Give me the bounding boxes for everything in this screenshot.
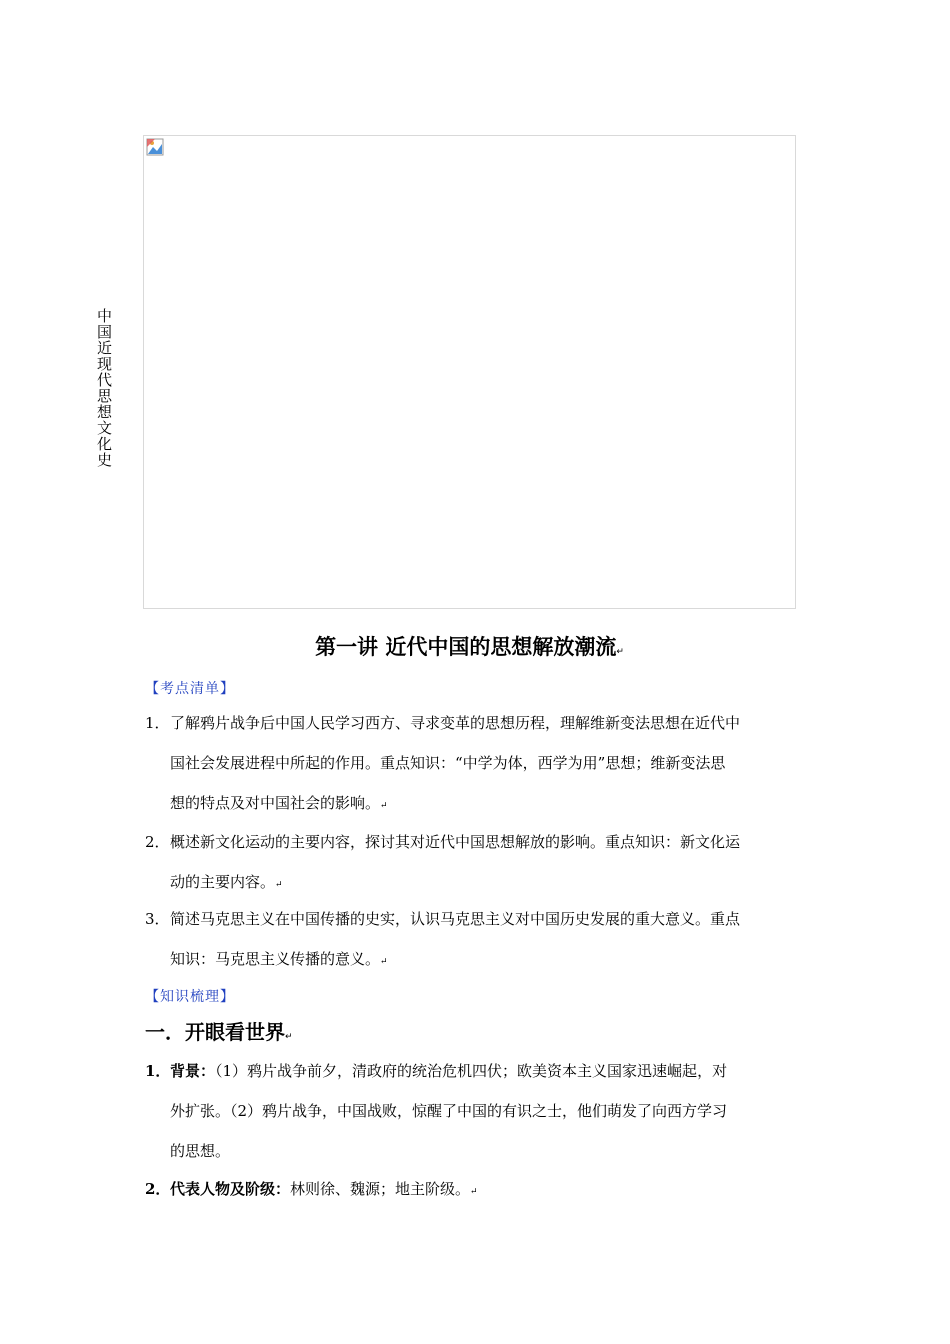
list-item: 2．概述新文化运动的主要内容，探讨其对近代中国思想解放的影响。重点知识：新文化运 动的主要内容。↵ (145, 833, 741, 891)
section-label-kaodian: 【考点清单】 (145, 681, 235, 697)
list-item: 1．了解鸦片战争后中国人民学习西方、寻求变革的思想历程，理解维新变法思想在近代中 国社会发展进程中所起的作用。重点知识：“中学为体，西学为用”思想；维新变法思 想的特点及对中国社会的影响。↵ (145, 714, 741, 812)
section-label-zhishi: 【知识梳理】 (145, 989, 235, 1005)
list-item: 3．简述马克思主义在中国传播的史实，认识马克思主义对中国历史发展的重大意义。重点 知识：马克思主义传播的意义。↵ (145, 910, 741, 968)
list-item: 1．背景：（1）鸦片战争前夕，清政府的统治危机四伏；欧美资本主义国家迅速崛起，对 外扩张。（2）鸦片战争，中国战败，惊醒了中国的有识之士，他们萌发了向西方学习 的思想。 (145, 1062, 728, 1160)
section-heading: 一．开眼看世界↵ (145, 1020, 293, 1044)
list-item: 2．代表人物及阶级：林则徐、魏源；地主阶级。↵ (145, 1180, 478, 1198)
broken-image-icon (146, 138, 164, 156)
page-title: 第一讲 近代中国的思想解放潮流↵ (315, 635, 624, 659)
broken-image-placeholder (143, 135, 796, 609)
vertical-side-label: 中国近现代思想文化史 (95, 308, 113, 468)
